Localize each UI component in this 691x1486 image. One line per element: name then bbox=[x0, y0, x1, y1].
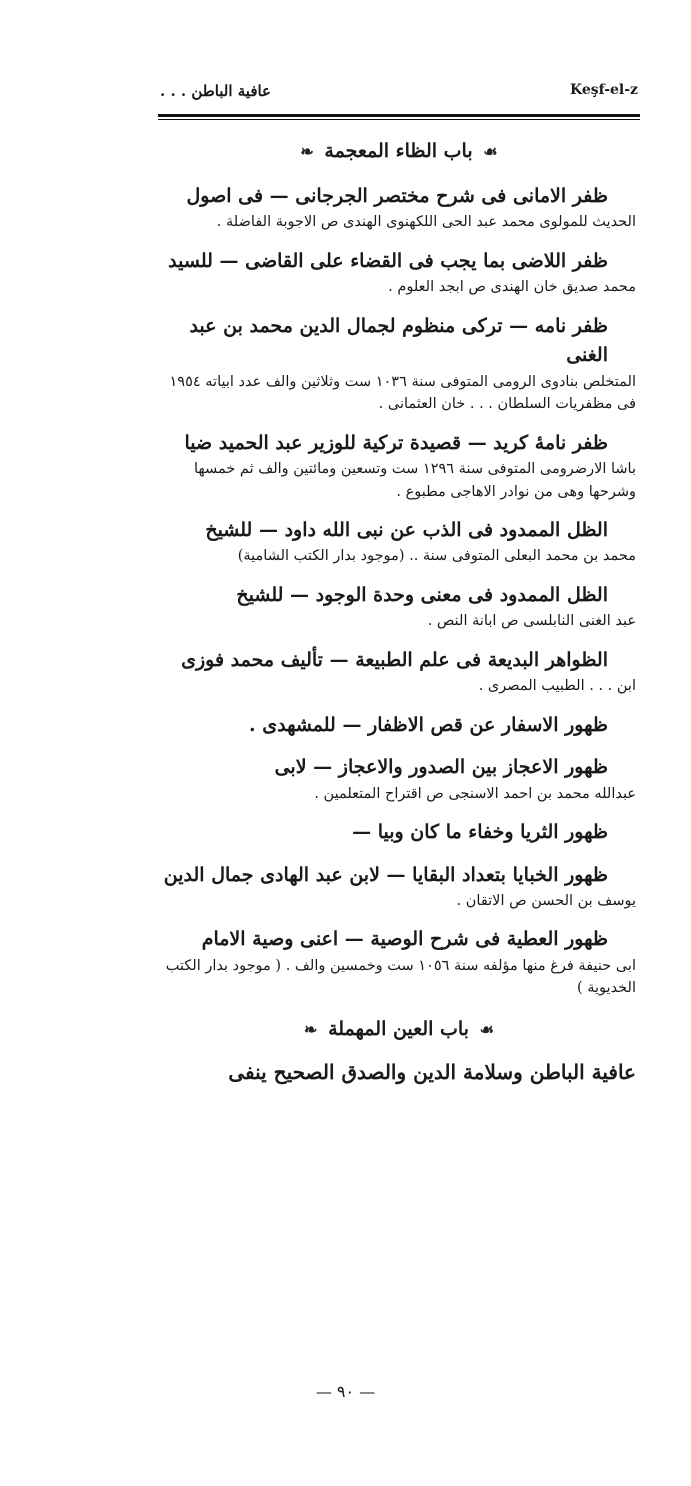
list-item bbox=[162, 182, 636, 234]
list-item bbox=[162, 429, 636, 503]
list-item bbox=[162, 312, 636, 416]
page-number: — ٩٠ — bbox=[315, 1382, 376, 1401]
entry-head: الظل الممدود فى الذب عن نبى الله داود — للشيخ bbox=[205, 519, 608, 541]
list-item bbox=[162, 753, 636, 805]
ornament-icon: ❧ bbox=[304, 1019, 318, 1039]
last-entry: عافية الباطن وسلامة الدين والصدق الصحيح ينفى bbox=[228, 1059, 636, 1084]
entry-head: ظهور الاسفار عن قص الاظفار — للمشهدى . bbox=[249, 713, 608, 736]
list-item bbox=[162, 861, 636, 913]
page-body bbox=[162, 128, 636, 1084]
entry-continuation: عبد الغنى النابلسى ص ابانة النص . bbox=[427, 613, 636, 630]
entry-head: الظل الممدود فى معنى وحدة الوجود — للشيخ bbox=[236, 583, 608, 606]
running-title: عافية الباطن . . . bbox=[160, 82, 272, 100]
list-item bbox=[162, 516, 636, 568]
entry-head: ظفر الامانى فى شرح مختصر الجرجانى — فى اصول bbox=[186, 185, 608, 207]
list-item bbox=[162, 818, 636, 847]
entry-continuation: المتخلص بنادوى الرومى المتوفى سنة ١٠٣٦ ست وثلاثين والف عدد ابياته ١٩٥٤ فى مظفريات السلطان . . . خان العثمانى . bbox=[169, 373, 636, 413]
entry-continuation: الحديث للمولوى محمد عبد الحى اللكهنوى الهندى ص الاجوبة الفاضلة . bbox=[216, 214, 636, 231]
section-title-text: باب الظاء المعجمة bbox=[324, 140, 473, 162]
header-rule-thick bbox=[158, 114, 640, 117]
list-item bbox=[162, 925, 636, 999]
entry-head: ظفر نامۀ كريد — قصيدة تركية للوزير عبد الحميد ضيا bbox=[184, 431, 608, 454]
entry-continuation: ابن . . . الطبيب المصرى . bbox=[478, 678, 636, 695]
entry-continuation: عبدالله محمد بن احمد الاسنجى ص اقتراح المتعلمين . bbox=[314, 785, 636, 802]
entry-head: ظفر نامه — تركى منظوم لجمال الدين محمد بن عبد الغنى bbox=[189, 314, 608, 367]
ornament-icon: ☙ bbox=[483, 142, 498, 161]
section2-title-text: باب العين المهملة bbox=[328, 1017, 469, 1040]
entries-list bbox=[162, 182, 636, 1000]
entry-head: ظهور الاعجاز بين الصدور والاعجاز — لابى bbox=[274, 756, 608, 779]
entry-continuation: ابى حنيفة فرغ منها مؤلفه سنة ١٠٥٦ ست وخمسين والف . ( موجود بدار الكتب الخديوية ) bbox=[165, 957, 636, 997]
running-header bbox=[160, 82, 638, 110]
entry-head: ظهور الخبايا بتعداد البقايا — لابن عبد الهادى جمال الدين bbox=[163, 863, 608, 886]
list-item bbox=[162, 711, 636, 740]
header-rule-thin bbox=[158, 119, 640, 120]
section-title bbox=[162, 140, 636, 162]
list-item bbox=[162, 646, 636, 698]
entry-head: الظواهر البديعة فى علم الطبيعة — تأليف محمد فوزى bbox=[181, 648, 608, 671]
ornament-icon: ☙ bbox=[479, 1019, 494, 1039]
book-code: Keşf-el-z bbox=[570, 82, 638, 98]
entry-continuation: يوسف بن الحسن ص الاتقان . bbox=[456, 892, 636, 909]
entry-head: ظفر اللاضى بما يجب فى القضاء على القاضى — للسيد bbox=[168, 249, 608, 272]
entry-head: ظهور العطية فى شرح الوصية — اعنى وصية الامام bbox=[201, 928, 608, 951]
entry-continuation: باشا الارضرومى المتوفى سنة ١٢٩٦ ست وتسعين ومائتين والف ثم خمسها وشرحها وهى من نوادر الاهاجى مطبوع . bbox=[193, 461, 636, 500]
entry-continuation: محمد صديق خان الهندى ص ابجد العلوم . bbox=[388, 279, 636, 296]
ornament-icon: ❧ bbox=[300, 142, 314, 161]
list-item bbox=[162, 581, 636, 633]
entry-head: ظهور الثريا وخفاء ما كان وبيا — bbox=[352, 821, 608, 844]
list-item bbox=[162, 247, 636, 299]
section2-title bbox=[162, 1018, 636, 1040]
entry-continuation: محمد بن محمد البعلى المتوفى سنة .. (موجود بدار الكتب الشامية) bbox=[237, 548, 636, 565]
